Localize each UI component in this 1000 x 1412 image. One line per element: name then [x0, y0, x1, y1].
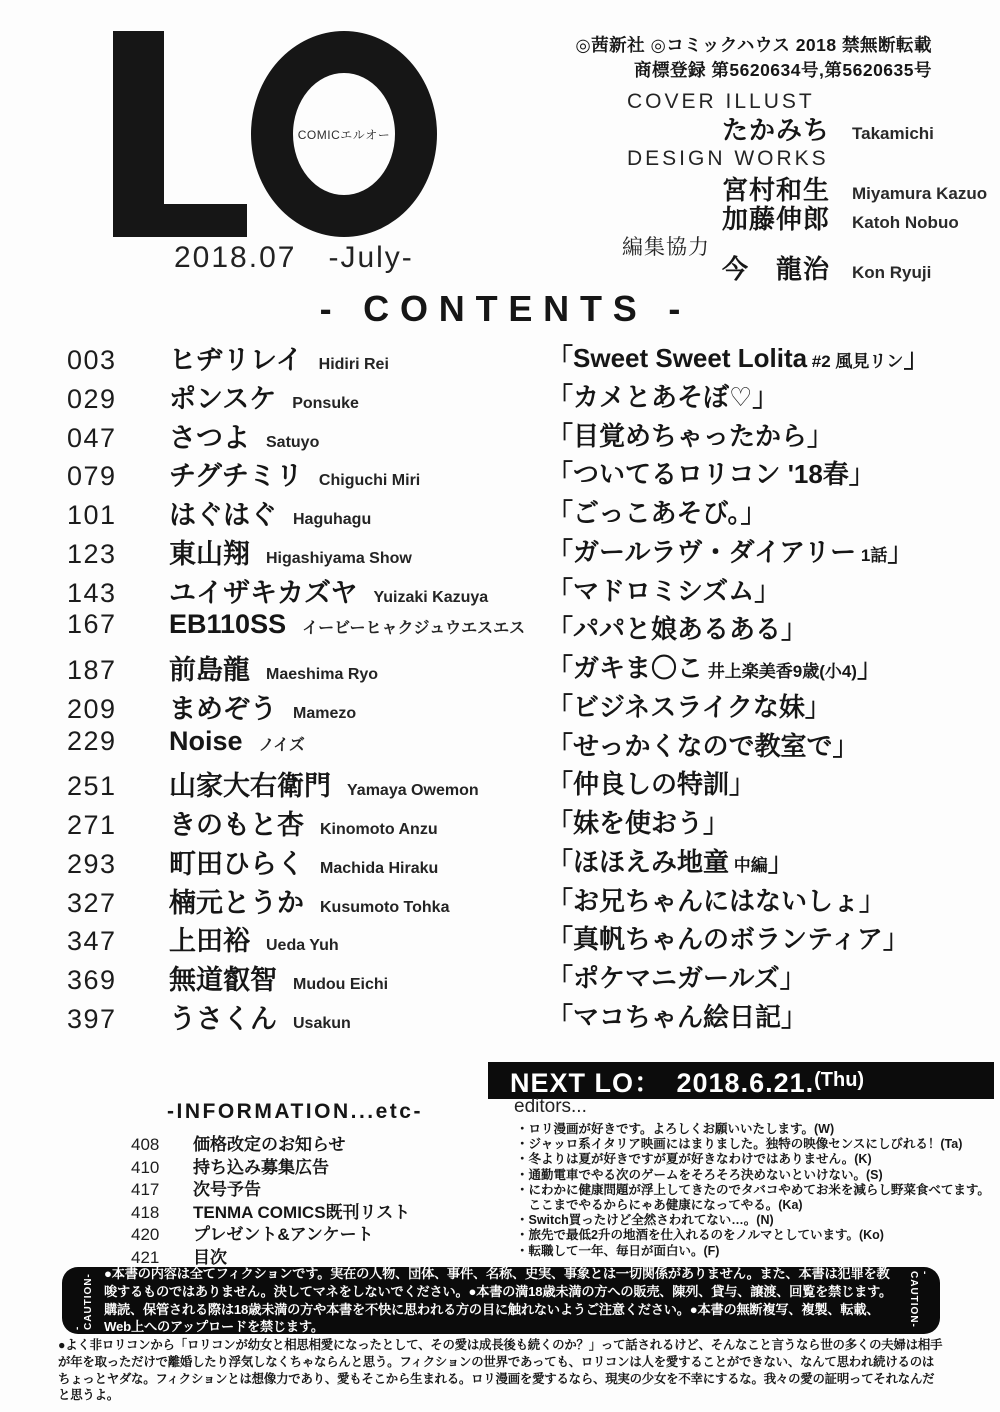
page-number: 143 [67, 577, 117, 608]
work-title [547, 416, 833, 453]
author-name: さつよ [169, 422, 250, 453]
page-number: 397 [67, 1004, 117, 1035]
issue-month: -July- [328, 241, 414, 274]
editor-comment: ・にわかに健康問題が浮上してきたのでタバコやめてお米を減らし野菜食べてます。 [516, 1182, 990, 1197]
author-romaji: Higashiyama Show [266, 549, 412, 567]
work-title-note: 井上楽美香9歳(小4) [703, 662, 857, 682]
afterword-note: ●よく非ロリコンから「ロリコンが幼女と相思相愛になったとして、その愛は成長後も続くのか？」って話されるけど、そんなこと言うなら世の多くの夫婦は相手が年を取っただけで離婚したり浮気しなくちゃならんと思う。フィクションの世界であっても、ロリコンは人を愛することができない、なんて思われ続けるのはちょっとヤダな。フィクションとは想像力であり、愛もそこから生まれる。ロリ漫画を愛するなら、現実の少女を不幸にするな。我々の愛の証明ってそれなんだと思うよ。 [58, 1338, 943, 1403]
work-title-main: 「カメとあそぼ♡」 [547, 381, 779, 412]
author-romaji: ノイズ [258, 736, 305, 754]
work-title-main: 「ごっこあそび。」 [547, 498, 767, 529]
page-number: 251 [67, 771, 117, 802]
info-label: 持ち込み募集広告 [193, 1157, 329, 1177]
contents-row [67, 997, 947, 1036]
editors-list [516, 1122, 990, 1259]
work-title-close: 」 [887, 536, 914, 567]
work-title-close: 」 [903, 343, 930, 373]
author-name: ヒヂリレイ [169, 345, 303, 375]
logo-letter-l [113, 31, 247, 237]
author-name: 東山翔 [169, 538, 250, 569]
work-title-main: 「ほほえみ地童 [547, 846, 730, 877]
editor-comment: ここまでやるからにゃあ健康になってやる。(Ka) [516, 1198, 803, 1213]
work-title-main: 「マコちゃん絵日記」 [547, 1002, 808, 1033]
work-title-close: 」 [856, 653, 883, 684]
info-page-number: 408 [131, 1135, 160, 1154]
editor-comment: ・冬よりは夏が好きですが夏が好きなわけではありません。(K) [516, 1152, 872, 1167]
contents-row [67, 842, 947, 881]
info-label: 次号予告 [193, 1180, 261, 1200]
editing-coop-row [722, 249, 931, 286]
copyright-line-1: ◎茜新社 ◎コミックハウス 2018 禁無断転載 [575, 35, 932, 55]
information-row [131, 1243, 410, 1266]
contents-row [67, 571, 947, 610]
page-number: 271 [67, 810, 117, 841]
information-row [131, 1130, 410, 1153]
caution-text: ●本書の内容は全てフィクションです。実在の人物、団体、事件、名称、史実、事象とは一切関係がありません。また、本書は犯罪を教唆するものではありません。決してマネをしないでください。●本書の満18歳未満の方への販売、陳列、貸与、譲渡、回覧を禁じます。購読、保管される際は18歳未満の方や本書を不快に思われる方の目に触れないようご注意ください。●本書の無断複写、複製、転載、Web上へのアップロードを禁じます。 [104, 1265, 893, 1335]
contents-row [67, 803, 947, 842]
author-romaji: Mudou Eichi [293, 976, 389, 994]
designer-name: 加藤伸郎 [722, 204, 831, 234]
contents-row [67, 919, 947, 958]
work-title [547, 454, 875, 491]
author-name: 楠元とうか [169, 887, 304, 918]
author-romaji: Ponsuke [292, 394, 359, 412]
page-number: 047 [67, 422, 117, 453]
work-title [547, 997, 807, 1034]
author-romaji: Satuyo [266, 433, 320, 451]
editor-comment: ・転職して一年、毎日が面白い。(F) [516, 1243, 720, 1258]
work-title-main: 「妹を使おう」 [547, 808, 730, 839]
work-title-main: 「ガールラヴ・ダイアリー [547, 536, 857, 567]
author-name: はぐはぐ [169, 500, 277, 531]
author-romaji: Maeshima Ryo [266, 666, 379, 684]
work-title-close: 」 [767, 846, 794, 877]
author-name: 前島龍 [169, 655, 250, 686]
contents-row [67, 764, 947, 803]
editors-heading: editors... [514, 1096, 587, 1117]
work-title-main: 「目覚めちゃったから」 [547, 420, 834, 451]
information-row [131, 1198, 410, 1221]
editor-comment: ・ロリ漫画が好きです。よろしくお願いいたします。(W) [516, 1122, 835, 1136]
contents-row [67, 726, 947, 765]
info-label: プレゼント&アンケート [193, 1225, 374, 1245]
caution-side-label-left: -CAUTION- [72, 1273, 94, 1330]
page-number: 029 [67, 383, 117, 414]
work-title-note: #2 風見リン [807, 352, 904, 371]
page-number: 347 [67, 926, 117, 957]
contents-row [67, 609, 947, 648]
page-number: 369 [67, 965, 117, 996]
info-page-number: 421 [131, 1247, 160, 1267]
page-number: 003 [67, 345, 117, 375]
work-title [547, 919, 909, 956]
editing-coop-label: 編集協力 [622, 236, 710, 259]
author-romaji: Hidiri Rei [318, 356, 389, 373]
info-page-number: 420 [131, 1225, 160, 1245]
contents-row [67, 958, 947, 997]
next-issue-day: (Thu) [814, 1069, 865, 1091]
information-heading: -INFORMATION...etc- [167, 1100, 423, 1123]
page-number: 167 [67, 609, 117, 640]
editor-comment: ・旅先で最低2升の地酒を仕入れるのをノルマとしています。(Ko) [516, 1228, 884, 1243]
work-title-main: 「仲良しの特訓」 [547, 769, 756, 800]
work-title-main: 「Sweet Sweet Lolita [547, 343, 808, 373]
work-title-main: 「ポケマニガールズ」 [547, 963, 806, 994]
author-name: Noise [169, 725, 243, 756]
author-name: チグチミリ [169, 461, 303, 492]
cover-illust-row [722, 110, 934, 147]
designer-romaji: Miyamura Kazuo [852, 184, 988, 203]
page-number: 187 [67, 655, 117, 686]
work-title-main: 「せっかくなので教室で」 [547, 730, 859, 761]
contents-row [67, 416, 947, 455]
work-title-main: 「マドロミシズム」 [547, 575, 781, 606]
author-romaji: イービーヒャクジュウエスエス [302, 620, 526, 638]
author-romaji: Yuizaki Kazuya [373, 588, 489, 606]
designer-romaji: Katoh Nobuo [852, 213, 959, 232]
page-number: 229 [67, 725, 117, 756]
author-romaji: Kusumoto Tohka [320, 898, 450, 916]
contents-row [67, 881, 947, 920]
editing-coop-romaji: Kon Ryuji [852, 263, 932, 282]
author-name: ポンスケ [169, 383, 277, 414]
logo-subtitle: COMICエルオー [297, 127, 391, 142]
work-title [547, 803, 729, 840]
work-title [547, 377, 778, 414]
author-romaji: Usakun [293, 1015, 351, 1033]
information-row [131, 1153, 410, 1176]
author-name: 無道叡智 [169, 965, 277, 996]
author-name: まめぞう [169, 693, 277, 724]
author-name: 山家大右衛門 [169, 771, 331, 802]
editor-comment: ・ジャッロ系イタリア映画にはまりました。独特の映像センスにしびれる！(Ta) [516, 1137, 963, 1152]
work-title [547, 842, 794, 879]
designer-row [722, 199, 959, 236]
work-title-note: 1話 [856, 545, 888, 565]
author-name: 上田裕 [169, 926, 250, 957]
author-name: EB110SS [169, 609, 287, 640]
contents-list [67, 338, 947, 1036]
work-title [547, 338, 929, 375]
editor-comment: ・通勤電車でやる次のゲームをそろそろ決めないといけない。(S) [516, 1167, 883, 1182]
author-romaji: Machida Hiraku [320, 859, 439, 877]
author-romaji: Yamaya Owemon [347, 782, 479, 800]
contents-row [67, 687, 947, 726]
contents-row [67, 648, 947, 687]
work-title [547, 958, 806, 995]
author-romaji: Kinomoto Anzu [320, 821, 438, 839]
next-issue-banner [488, 1062, 994, 1099]
page-number: 123 [67, 538, 117, 569]
caution-box [62, 1267, 940, 1334]
work-title [547, 881, 885, 918]
page-number: 101 [67, 500, 117, 531]
editor-comment: ・Switch買ったけど全然さわれてない…。(N) [516, 1213, 774, 1228]
editing-coop-name: 今 龍治 [722, 254, 831, 284]
copyright-line-2: 商標登録 第5620634号,第5620635号 [634, 60, 932, 80]
issue-date-row [174, 241, 414, 275]
contents-row [67, 493, 947, 532]
page-number: 293 [67, 848, 117, 879]
author-name: ユイザキカズヤ [169, 577, 358, 608]
work-title [547, 687, 831, 724]
author-name: きのもと杏 [169, 810, 304, 841]
work-title-main: 「ビジネスライクな妹」 [547, 691, 831, 722]
contents-row [67, 532, 947, 571]
copyright-block [575, 33, 932, 83]
author-name: 町田ひらく [169, 848, 304, 879]
work-title-main: 「お兄ちゃんにはないしょ」 [547, 885, 886, 916]
work-title-main: 「ガキま〇こ [547, 653, 704, 684]
page-number: 079 [67, 461, 117, 492]
work-title [547, 726, 858, 763]
author-romaji: Haguhagu [293, 511, 372, 529]
work-title [547, 493, 766, 530]
cover-illust-label: COVER ILLUST [627, 90, 815, 113]
work-title [547, 764, 755, 801]
author-name: うさくん [169, 1004, 277, 1035]
next-issue-text: NEXT LO： 2018.6.21. [510, 1068, 815, 1098]
work-title [547, 609, 807, 646]
page-number: 327 [67, 887, 117, 918]
work-title [547, 532, 913, 569]
logo-letter-o [251, 31, 437, 237]
cover-illust-romaji: Takamichi [852, 124, 934, 143]
designer-name: 宮村和生 [722, 175, 831, 205]
work-title-main: 「真帆ちゃんのボランティア」 [547, 924, 909, 955]
work-title-main: 「ついてるロリコン '18春」 [547, 459, 875, 490]
information-row [131, 1220, 410, 1243]
work-title-main: 「パパと娘あるある」 [547, 614, 808, 645]
cover-illust-name: たかみち [722, 115, 831, 145]
page-number: 209 [67, 693, 117, 724]
information-list [131, 1130, 410, 1266]
author-romaji: Chiguchi Miri [318, 472, 421, 490]
author-romaji: Mamezo [293, 704, 357, 722]
contents-row [67, 377, 947, 416]
info-page-number: 417 [131, 1180, 160, 1200]
contents-heading: - CONTENTS - [319, 288, 692, 329]
contents-row [67, 338, 947, 377]
info-label: TENMA COMICS既刊リスト [193, 1202, 411, 1222]
information-row [131, 1175, 410, 1198]
info-page-number: 418 [131, 1202, 160, 1222]
work-title [547, 648, 883, 685]
info-label: 目次 [193, 1247, 227, 1267]
work-title-note: 中編 [729, 855, 768, 875]
info-label: 価格改定のお知らせ [193, 1135, 346, 1154]
author-romaji: Ueda Yuh [266, 937, 339, 955]
design-works-label: DESIGN WORKS [627, 147, 829, 170]
work-title [547, 571, 780, 608]
caution-side-label-right: -CAUTION- [908, 1271, 930, 1328]
info-page-number: 410 [131, 1157, 160, 1177]
contents-row [67, 454, 947, 493]
issue-date: 2018.07 [174, 241, 297, 274]
